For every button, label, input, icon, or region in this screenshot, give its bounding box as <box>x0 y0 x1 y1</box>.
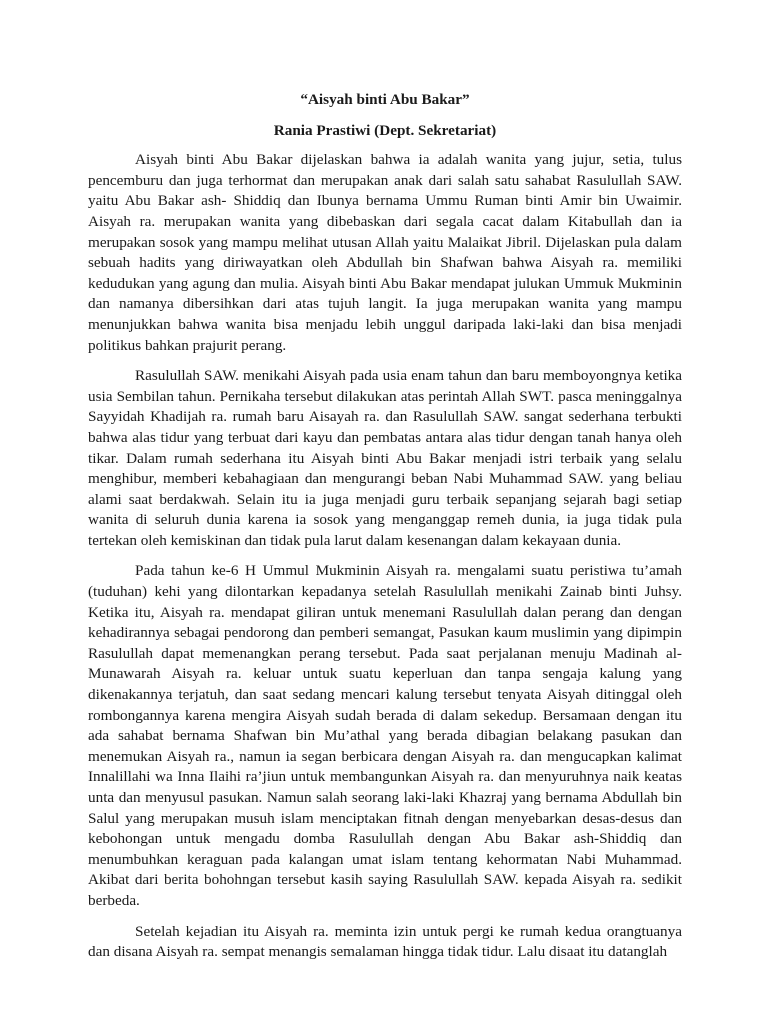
document-page <box>88 90 682 973</box>
document-title: “Aisyah binti Abu Bakar” <box>300 91 470 108</box>
paragraph-1: Aisyah binti Abu Bakar dijelaskan bahwa ia adalah wanita yang jujur, setia, tulus pencemburu dan juga terhormat dan merupakan anak dari salah satu sahabat Rasulullah SAW. yaitu Abu Bakar ash- Shiddiq dan Ibunya bernama Ummu Ruman binti Amir bin Uwaimir. Aisyah ra. merupakan wanita yang dibebaskan dari segala cacat dalam Kitabullah dan ia merupakan sosok yang mampu melihat utusan Allah yaitu Malaikat Jibril. Dijelaskan pula dalam sebuah hadits yang diriwayatkan oleh Abdullah bin Shafwan bahwa Aisyah ra. memiliki kedudukan yang agung dan mulia. Aisyah binti Abu Bakar mendapat julukan Ummuk Mukminin dan namanya dibersihkan dari atas tujuh langit. Ia juga merupakan wanita yang mampu menunjukkan bahwa wanita bisa menjadu lebih unggul daripada laki-laki dan bisa menjadi politikus bahkan prajurit perang. <box>88 151 682 354</box>
paragraph-3: Pada tahun ke-6 H Ummul Mukminin Aisyah ra. mengalami suatu peristiwa tu’amah (tuduhan) kehi yang dilontarkan kepadanya setelah Rasulullah menikahi Zainab binti Juhsy. Ketika itu, Aisyah ra. mendapat giliran untuk menemani Rasulullah dalan perang dan dengan kehadirannya sebagai pendorong dan pemberi semangat, Pasukan kaum muslimin yang dipimpin Rasulullah dapat memenangkan perang tersebut. Pada saat perjalanan menuju Madinah al-Munawarah Aisyah ra. keluar untuk suatu keperluan dan tanpa sengaja kalung yang dikenakannya terjatuh, dan saat sedang mencari kalung tersebut tenyata Aisyah ditinggal oleh rombongannya karena mengira Aisyah sudah berada di dalam sekedup. Bersamaan dengan itu ada sahabat bernama Shafwan bin Mu’athal yang berada dibagian belakang pasukan dan menemukan Aisyah ra., namun ia segan berbicara dengan Aisyah ra. dan mengucapkan kalimat Innalillahi wa Inna Ilaihi ra’jiun untuk membangunkan Aisyah ra. dan menyuruhnya naik keatas unta dan menyusul pasukan. Namun salah seorang laki-laki Khazraj yang bernama Abdullah bin Salul yang merupakan musuh islam menciptakan fitnah dengan menyebarkan desas-desus dan kebohongan untuk mengadu domba Rasulullah dengan Abu Bakar ash-Shiddiq dan menumbuhkan keraguan pada kalangan umat islam tentang kehormatan Nabi Muhammad. Akibat dari berita bohohngan tersebut kasih saying Rasulullah SAW. kepada Aisyah ra. sedikit berbeda. <box>88 562 682 909</box>
paragraph-2: Rasulullah SAW. menikahi Aisyah pada usia enam tahun dan baru memboyongnya ketika usia Sembilan tahun. Pernikaha tersebut dilakukan atas perintah Allah SWT. pasca meninggalnya Sayyidah Khadijah ra. rumah baru Aisayah ra. dan Rasulullah SAW. sangat sederhana terbukti bahwa alas tidur yang terbuat dari kayu dan pembatas antara alas tidur dengan tanah hanya oleh tikar. Dalam rumah sederhana itu Aisyah binti Abu Bakar menjadi istri terbaik yang selalu menghibur, memberi kebahagiaan dan mengurangi beban Nabi Muhammad SAW. yang beliau alami saat berdakwah. Selain itu ia juga menjadi guru terbaik sepanjang sejarah bagi setiap wanita di seluruh dunia karena ia sosok yang menganggap remeh dunia, ia juga tidak pula tertekan oleh kemiskinan dan tidak pula larut dalam kesenangan dalam kekayaan dunia. <box>88 367 682 549</box>
document-author: Rania Prastiwi (Dept. Sekretariat) <box>273 121 497 139</box>
paragraph-4: Setelah kejadian itu Aisyah ra. meminta izin untuk pergi ke rumah kedua orangtuanya dan disana Aisyah ra. sempat menangis semalaman hingga tidak tidur. Lalu disaat itu datanglah <box>88 922 682 961</box>
